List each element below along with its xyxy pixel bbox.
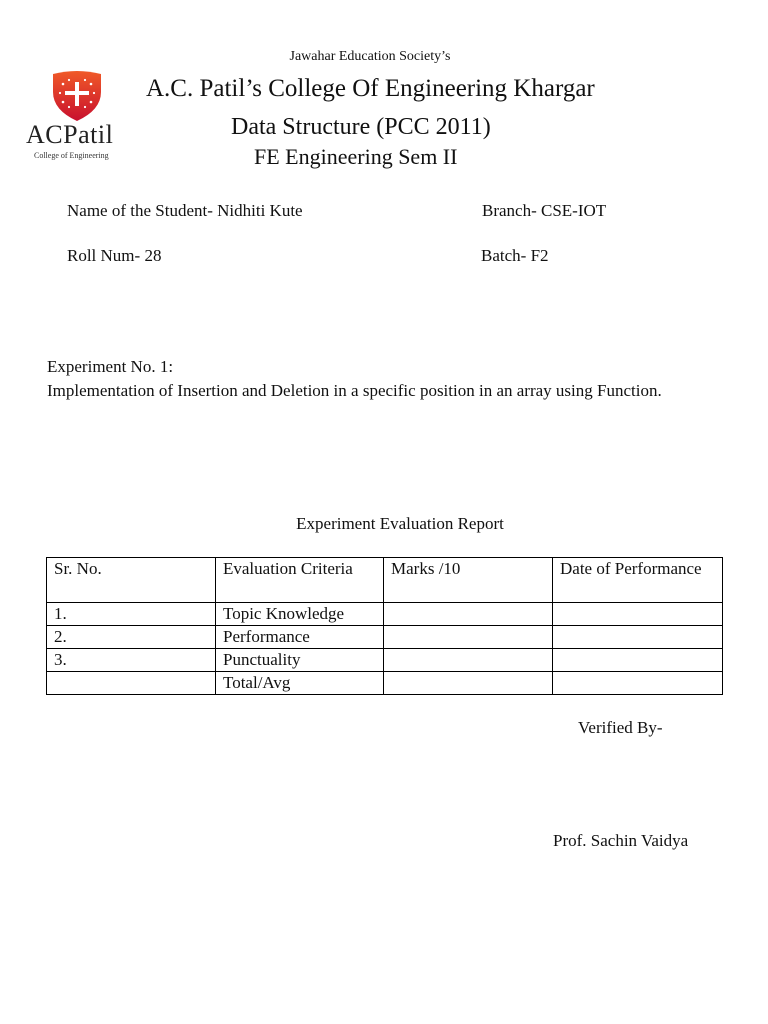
table-cell <box>553 649 723 672</box>
table-cell: 3. <box>47 649 216 672</box>
student-batch: Batch- F2 <box>481 246 549 265</box>
table-cell <box>553 626 723 649</box>
subject-title: Data Structure (PCC 2011) <box>231 114 491 140</box>
professor-name: Prof. Sachin Vaidya <box>553 831 689 850</box>
header-sr-no: Sr. No. <box>47 558 216 603</box>
semester-title: FE Engineering Sem II <box>254 144 458 169</box>
verified-by-label: Verified By- <box>578 718 663 737</box>
table-row <box>47 626 723 649</box>
roll-number: Roll Num- 28 <box>67 246 162 265</box>
college-shield-icon <box>49 70 105 122</box>
table-cell <box>47 672 216 695</box>
society-name: Jawahar Education Society’s <box>289 49 451 64</box>
logo-tagline: College of Engineering <box>34 151 109 160</box>
experiment-title: Implementation of Insertion and Deletion in a specific position in an array using Function. <box>47 381 662 400</box>
table-header-row <box>47 558 723 603</box>
student-name: Name of the Student- Nidhiti Kute <box>67 201 303 220</box>
table-cell <box>553 672 723 695</box>
table-row <box>47 672 723 695</box>
experiment-number: Experiment No. 1: <box>47 357 174 376</box>
college-name: A.C. Patil’s College Of Engineering Khargar <box>146 75 595 102</box>
header-date: Date of Performance <box>553 558 723 603</box>
student-branch: Branch- CSE-IOT <box>482 201 607 220</box>
table-cell <box>553 603 723 626</box>
table-cell: Performance <box>216 626 384 649</box>
table-row <box>47 603 723 626</box>
table-cell <box>384 626 553 649</box>
table-cell <box>384 649 553 672</box>
table-cell: 2. <box>47 626 216 649</box>
table-cell <box>384 603 553 626</box>
report-title: Experiment Evaluation Report <box>296 514 504 533</box>
table-cell <box>384 672 553 695</box>
header-evaluation-criteria: Evaluation Criteria <box>216 558 384 603</box>
logo-brand-text: ACPatil <box>26 120 114 149</box>
table-cell: Punctuality <box>216 649 384 672</box>
table-cell: 1. <box>47 603 216 626</box>
table-cell: Total/Avg <box>216 672 384 695</box>
college-logo <box>24 70 134 166</box>
evaluation-table <box>46 557 723 695</box>
table-row <box>47 649 723 672</box>
table-cell: Topic Knowledge <box>216 603 384 626</box>
header-marks: Marks /10 <box>384 558 553 603</box>
